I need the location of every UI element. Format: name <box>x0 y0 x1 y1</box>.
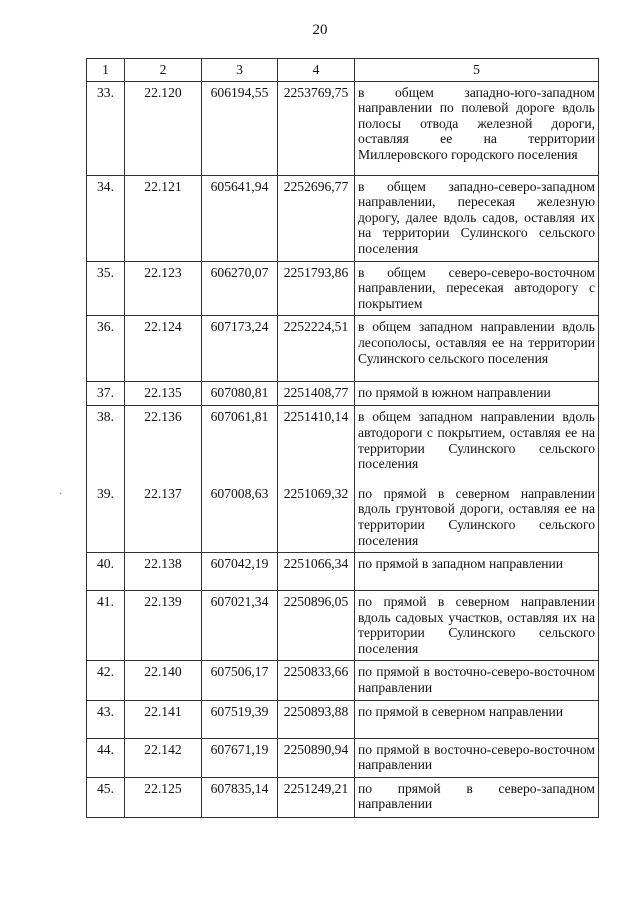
coord-x: 607080,81 <box>202 382 278 406</box>
coord-x: 607173,24 <box>202 316 278 382</box>
table-row <box>87 700 599 738</box>
coord-x: 607835,14 <box>202 777 278 817</box>
coord-y: 2252696,77 <box>278 175 355 261</box>
coord-x: 607008,63 <box>202 476 278 553</box>
route-description: по прямой в северо-западном направлении <box>355 777 599 817</box>
table-header-row <box>87 59 599 82</box>
coord-x: 606270,07 <box>202 261 278 316</box>
coord-x: 607506,17 <box>202 661 278 700</box>
coord-x: 607061,81 <box>202 406 278 476</box>
coord-y: 2251793,86 <box>278 261 355 316</box>
row-number: 33. <box>87 81 125 175</box>
table-row <box>87 661 599 700</box>
point-id: 22.137 <box>125 476 202 553</box>
coord-y: 2251069,32 <box>278 476 355 553</box>
table-row <box>87 591 599 661</box>
table-row <box>87 406 599 476</box>
row-number: 34. <box>87 175 125 261</box>
row-number: 43. <box>87 700 125 738</box>
header-cell-4: 4 <box>278 59 355 82</box>
route-description: по прямой в северном направлении вдоль грунтовой дороги, оставляя ее на территории Сулинского сельского поселения <box>355 476 599 553</box>
coord-y: 2251410,14 <box>278 406 355 476</box>
route-description: по прямой в восточно-северо-восточном направлении <box>355 738 599 777</box>
row-number: 45. <box>87 777 125 817</box>
route-description: по прямой в восточно-северо-восточном направлении <box>355 661 599 700</box>
header-cell-5: 5 <box>355 59 599 82</box>
coord-y: 2250896,05 <box>278 591 355 661</box>
route-description: в общем западном направлении вдоль лесополосы, оставляя ее на территории Сулинского сельского поселения <box>355 316 599 382</box>
table-row <box>87 738 599 777</box>
point-id: 22.141 <box>125 700 202 738</box>
row-number: 42. <box>87 661 125 700</box>
route-description: по прямой в западном направлении <box>355 553 599 591</box>
point-id: 22.140 <box>125 661 202 700</box>
coord-y: 2250893,88 <box>278 700 355 738</box>
route-description: в общем западном направлении вдоль автодороги с покрытием, оставляя ее на территории Сулинского сельского поселения <box>355 406 599 476</box>
table-row <box>87 553 599 591</box>
table-row <box>87 382 599 406</box>
coord-x: 605641,94 <box>202 175 278 261</box>
coord-x: 607021,34 <box>202 591 278 661</box>
route-description: по прямой в южном направлении <box>355 382 599 406</box>
coord-y: 2251066,34 <box>278 553 355 591</box>
header-cell-2: 2 <box>125 59 202 82</box>
row-number: 41. <box>87 591 125 661</box>
point-id: 22.135 <box>125 382 202 406</box>
point-id: 22.125 <box>125 777 202 817</box>
route-description: в общем северо-северо-восточном направлении, пересекая автодорогу с покрытием <box>355 261 599 316</box>
table-row <box>87 777 599 817</box>
point-id: 22.142 <box>125 738 202 777</box>
point-id: 22.124 <box>125 316 202 382</box>
route-description: в общем западно-северо-западном направлении, пересекая железную дорогу, далее вдоль садов, оставляя их на территории Сулинского сельского поселения <box>355 175 599 261</box>
row-number: 40. <box>87 553 125 591</box>
coord-x: 607671,19 <box>202 738 278 777</box>
table-row <box>87 476 599 553</box>
route-description: по прямой в северном направлении <box>355 700 599 738</box>
coord-y: 2251249,21 <box>278 777 355 817</box>
route-description: в общем западно-юго-западном направлении по полевой дороге вдоль полосы отвода железной дороги, оставляя ее на территории Миллеровского городского поселения <box>355 81 599 175</box>
row-number: 35. <box>87 261 125 316</box>
row-number: 39. <box>87 476 125 553</box>
point-id: 22.123 <box>125 261 202 316</box>
point-id: 22.136 <box>125 406 202 476</box>
boundary-table <box>86 58 599 818</box>
route-description: по прямой в северном направлении вдоль садовых участков, оставляя их на территории Сулинского сельского поселения <box>355 591 599 661</box>
point-id: 22.139 <box>125 591 202 661</box>
point-id: 22.138 <box>125 553 202 591</box>
coord-x: 607042,19 <box>202 553 278 591</box>
coord-y: 2251408,77 <box>278 382 355 406</box>
row-number: 44. <box>87 738 125 777</box>
table-row <box>87 316 599 382</box>
coord-y: 2250833,66 <box>278 661 355 700</box>
point-id: 22.121 <box>125 175 202 261</box>
coord-y: 2253769,75 <box>278 81 355 175</box>
coord-x: 607519,39 <box>202 700 278 738</box>
row-number: 36. <box>87 316 125 382</box>
header-cell-1: 1 <box>87 59 125 82</box>
coord-y: 2252224,51 <box>278 316 355 382</box>
margin-mark: · <box>59 489 63 500</box>
row-number: 38. <box>87 406 125 476</box>
row-number: 37. <box>87 382 125 406</box>
table-row <box>87 261 599 316</box>
coord-x: 606194,55 <box>202 81 278 175</box>
table-row <box>87 175 599 261</box>
point-id: 22.120 <box>125 81 202 175</box>
coord-y: 2250890,94 <box>278 738 355 777</box>
header-cell-3: 3 <box>202 59 278 82</box>
page-number: 20 <box>312 22 328 38</box>
table-row <box>87 81 599 175</box>
